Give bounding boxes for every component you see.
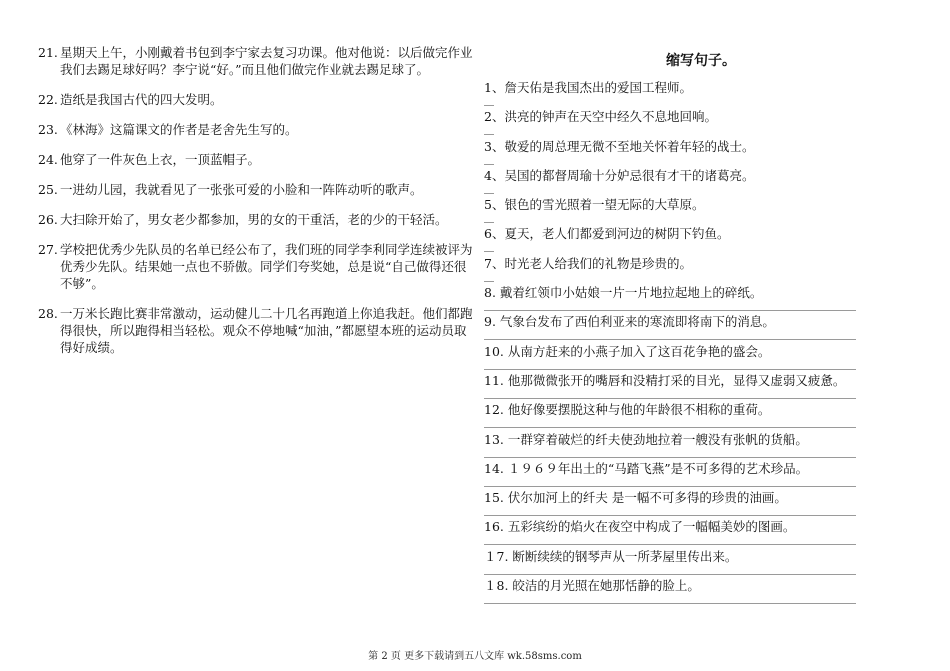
item-text: 9. 气象台发布了西伯利亚来的寒流即将南下的消息。 <box>484 314 775 330</box>
answer-line <box>484 486 856 487</box>
answer-line <box>484 603 856 604</box>
item-text: 3、敬爱的周总理无微不至地关怀着年轻的战士。 <box>484 138 755 154</box>
list-item <box>478 402 888 431</box>
list-item <box>478 490 888 519</box>
list-item <box>478 432 888 461</box>
item-text: 1、詹天佑是我国杰出的爱国工程师。 <box>484 80 692 95</box>
list-item <box>478 168 888 197</box>
item-text: 一万米长跑比赛非常激动，运动健儿二十几名再跑道上你追我赶。他们都跑得很快，所以跑得相当轻松。观众不停地喊“加油，”都愿望本班的运动员取得好成绩。 <box>60 306 473 355</box>
page-footer: 第 2 页 更多下载请到五八文库 wk.58sms.com <box>368 651 582 662</box>
item-text: 他穿了一件灰色上衣，一顶蓝帽子。 <box>60 152 261 167</box>
answer-line <box>484 544 856 545</box>
item-number: 24. <box>38 152 58 167</box>
list-item <box>34 241 474 292</box>
item-text: 2、洪亮的钟声在天空中经久不息地回响。 <box>484 109 717 125</box>
list-item <box>34 91 474 108</box>
exercise-list <box>478 80 888 607</box>
item-text: 7、时光老人给我们的礼物是珍贵的。 <box>484 255 692 271</box>
item-number: 21. <box>38 45 58 60</box>
list-item <box>478 80 888 109</box>
list-item <box>34 151 474 168</box>
item-number: 22. <box>38 92 58 107</box>
item-number: 28. <box>38 306 58 321</box>
list-item <box>478 549 888 578</box>
item-text: 星期天上午，小刚戴着书包到李宁家去复习功课。他对他说：以后做完作业我们去踢足球好吗？李宁说“好。”而且他们做完作业就去踢足球了。 <box>60 45 473 77</box>
item-text: 12. 他好像要摆脱这种与他的年龄很不相称的重荷。 <box>484 402 771 418</box>
list-item <box>478 578 888 607</box>
answer-line <box>484 105 494 106</box>
item-text: １7. 断断续续的钢琴声从一所茅屋里传出来。 <box>484 548 738 564</box>
item-number: 25. <box>38 182 58 197</box>
item-number: 26. <box>38 212 58 227</box>
answer-line <box>484 251 494 252</box>
answer-line <box>484 164 494 165</box>
list-item <box>34 44 474 78</box>
list-item <box>34 181 474 198</box>
item-text: 16. 五彩缤纷的焰火在夜空中构成了一幅幅美妙的图画。 <box>484 519 796 535</box>
item-number: 27. <box>38 242 58 257</box>
list-item <box>34 121 474 138</box>
item-text: 13. 一群穿着破烂的纤夫使劲地拉着一艘没有张帆的货船。 <box>484 431 808 447</box>
list-item <box>478 226 888 255</box>
item-text: 5、银色的雪光照着一望无际的大草原。 <box>484 197 705 213</box>
item-text: 大扫除开始了，男女老少都参加，男的女的干重活，老的少的干轻活。 <box>60 212 448 227</box>
item-text: １8. 皎洁的月光照在她那恬静的脸上。 <box>484 578 700 594</box>
list-item <box>478 197 888 226</box>
list-item <box>34 305 474 356</box>
answer-line <box>484 457 856 458</box>
item-text: 10. 从南方赶来的小燕子加入了这百花争艳的盛会。 <box>484 343 771 359</box>
answer-line <box>484 134 494 135</box>
list-item <box>34 211 474 228</box>
item-text: 6、夏天，老人们都爱到河边的树阴下钓鱼。 <box>484 226 730 242</box>
item-text: 一进幼儿园，我就看见了一张张可爱的小脸和一阵阵动听的歌声。 <box>60 182 423 197</box>
list-item <box>478 314 888 343</box>
answer-line <box>484 427 856 428</box>
answer-line <box>484 398 856 399</box>
item-text: 14. １９６９年出土的“马踏飞燕”是不可多得的艺术珍品。 <box>484 460 809 476</box>
answer-line <box>484 574 856 575</box>
list-item <box>478 344 888 373</box>
answer-line <box>484 222 494 223</box>
answer-line <box>484 310 856 311</box>
answer-line <box>484 281 494 282</box>
list-item <box>478 461 888 490</box>
list-item <box>478 139 888 168</box>
list-item <box>478 373 888 402</box>
section-title: 缩写句子。 <box>666 53 736 69</box>
item-text: 《林海》这篇课文的作者是老舍先生写的。 <box>60 122 298 137</box>
item-text: 11. 他那微微张开的嘴唇和没精打采的目光，显得又虚弱又疲惫。 <box>484 372 846 388</box>
item-text: 8. 戴着红领巾小姑娘一片一片地拉起地上的碎纸。 <box>484 285 763 301</box>
answer-line <box>484 515 856 516</box>
list-item <box>478 285 888 314</box>
item-text: 4、吴国的都督周瑜十分妒忌很有才干的诸葛亮。 <box>484 167 755 183</box>
list-item <box>478 256 888 285</box>
list-item <box>478 109 888 138</box>
answer-line <box>484 369 856 370</box>
item-text: 造纸是我国古代的四大发明。 <box>60 92 223 107</box>
item-number: 23. <box>38 122 58 137</box>
answer-line <box>484 339 856 340</box>
item-text: 15. 伏尔加河上的纤夫 是一幅不可多得的珍贵的油画。 <box>484 490 787 506</box>
list-item <box>478 519 888 548</box>
answer-line <box>484 193 494 194</box>
item-text: 学校把优秀少先队员的名单已经公布了，我们班的同学李利同学连续被评为优秀少先队。结果她一点也不骄傲。同学们夸奖她，总是说“自己做得还很不够”。 <box>60 242 473 291</box>
left-column <box>34 44 474 369</box>
